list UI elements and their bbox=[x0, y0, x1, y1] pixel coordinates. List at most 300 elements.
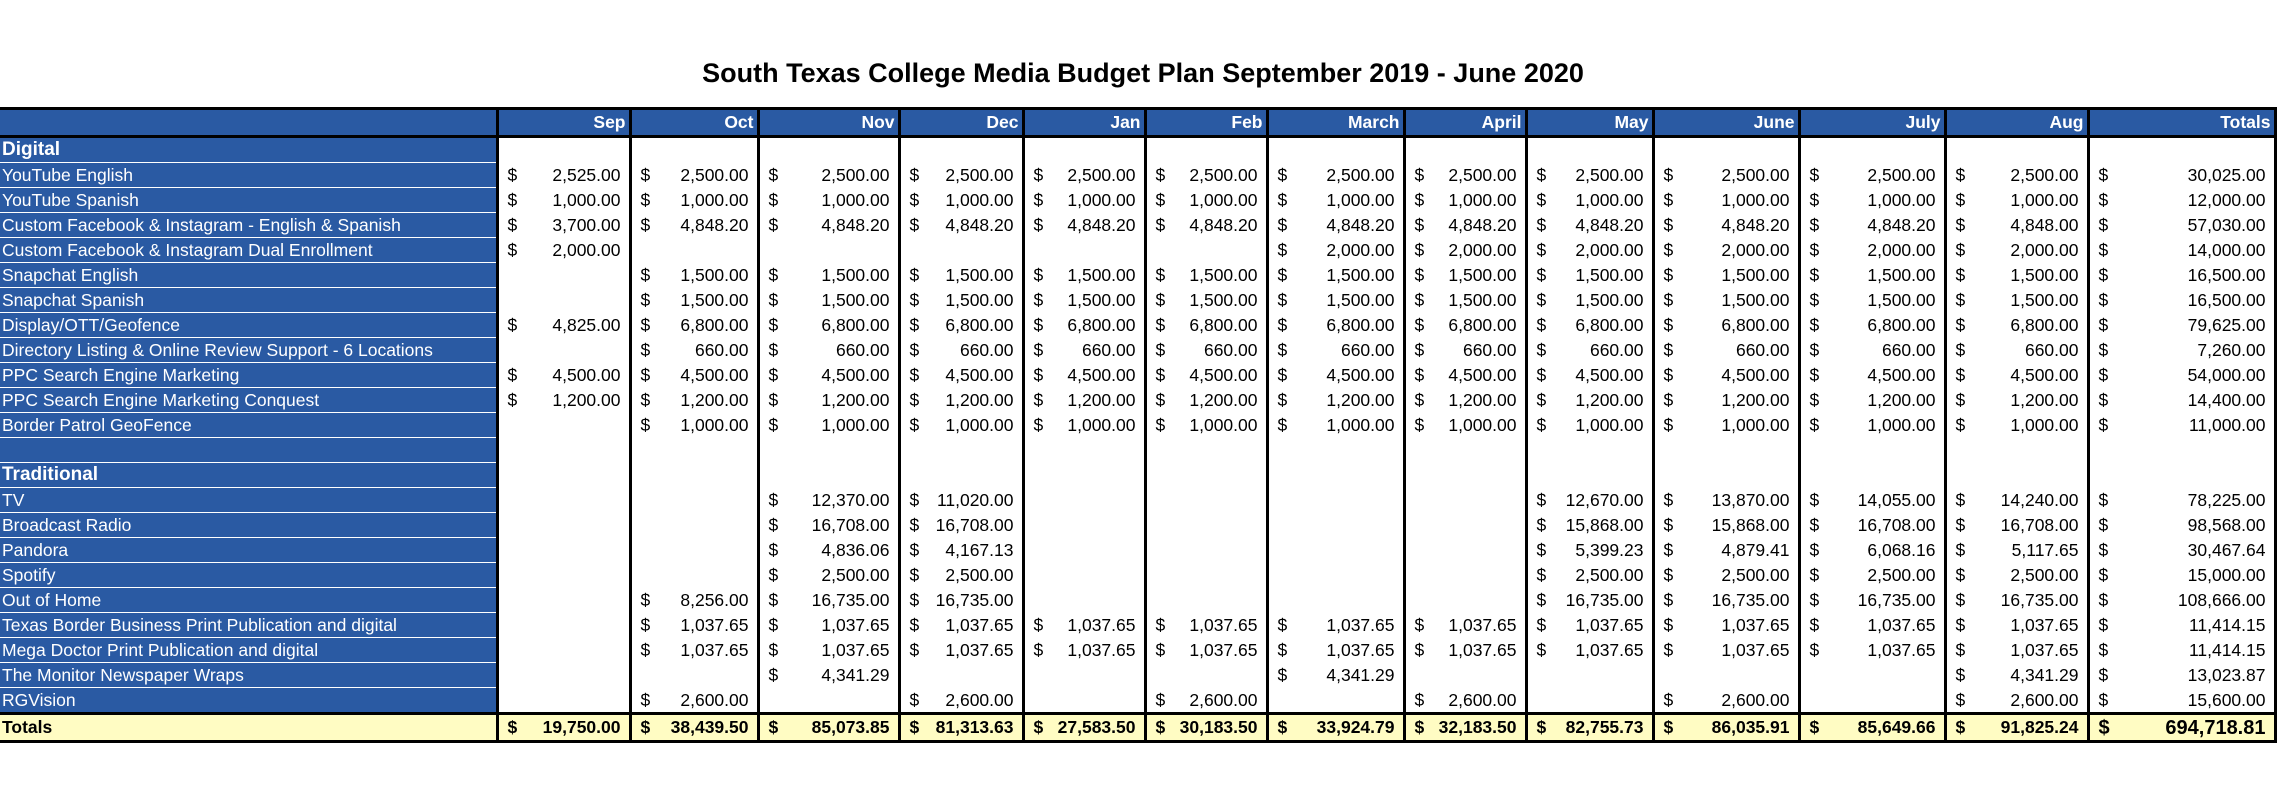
amount-value: 1,000.00 bbox=[1189, 414, 1258, 435]
amount-value: 4,500.00 bbox=[945, 364, 1014, 385]
amount-cell bbox=[1945, 313, 2088, 338]
amount-cell bbox=[899, 613, 1023, 638]
currency-symbol: $ bbox=[640, 189, 651, 210]
currency-symbol: $ bbox=[1414, 314, 1425, 335]
currency-symbol: $ bbox=[1809, 414, 1820, 435]
amount-value: 13,870.00 bbox=[1711, 489, 1790, 510]
table-row bbox=[0, 538, 2275, 563]
amount-cell bbox=[1023, 388, 1145, 413]
amount-cell bbox=[1267, 238, 1404, 263]
amount-value: 4,500.00 bbox=[680, 364, 749, 385]
amount-value: 1,037.65 bbox=[1448, 614, 1517, 635]
amount-cell bbox=[1267, 638, 1404, 663]
column-header: Totals bbox=[2088, 109, 2275, 137]
currency-symbol: $ bbox=[1955, 514, 1966, 535]
amount-cell bbox=[497, 413, 630, 438]
currency-symbol: $ bbox=[640, 314, 651, 335]
amount-value: 1,037.65 bbox=[680, 639, 749, 660]
currency-symbol: $ bbox=[1414, 639, 1425, 660]
currency-symbol: $ bbox=[1277, 239, 1288, 260]
currency-symbol: $ bbox=[1809, 489, 1820, 510]
section-row bbox=[0, 137, 2275, 163]
amount-cell bbox=[497, 714, 630, 742]
amount-cell bbox=[1145, 714, 1267, 742]
amount-value: 4,500.00 bbox=[1575, 364, 1644, 385]
amount-value: 2,525.00 bbox=[552, 164, 621, 185]
amount-cell bbox=[1799, 163, 1945, 188]
amount-value: 30,183.50 bbox=[1179, 717, 1258, 737]
amount-cell bbox=[1526, 213, 1653, 238]
currency-symbol: $ bbox=[768, 289, 779, 310]
amount-cell bbox=[497, 513, 630, 538]
currency-symbol: $ bbox=[1536, 164, 1547, 185]
table-row bbox=[0, 413, 2275, 438]
amount-cell bbox=[1404, 663, 1526, 688]
currency-symbol: $ bbox=[1536, 414, 1547, 435]
amount-value: 1,037.65 bbox=[1867, 614, 1936, 635]
amount-cell bbox=[899, 137, 1023, 163]
table-row bbox=[0, 338, 2275, 363]
amount-cell bbox=[899, 663, 1023, 688]
currency-symbol: $ bbox=[1809, 314, 1820, 335]
currency-symbol: $ bbox=[2098, 189, 2109, 210]
amount-cell bbox=[1799, 263, 1945, 288]
amount-value: 1,500.00 bbox=[680, 289, 749, 310]
amount-cell bbox=[1023, 688, 1145, 714]
currency-symbol: $ bbox=[1663, 314, 1674, 335]
currency-symbol: $ bbox=[2098, 164, 2109, 185]
amount-cell bbox=[1267, 438, 1404, 463]
currency-symbol: $ bbox=[909, 189, 920, 210]
amount-value: 1,037.65 bbox=[1326, 614, 1395, 635]
currency-symbol: $ bbox=[1536, 389, 1547, 410]
currency-symbol: $ bbox=[1955, 639, 1966, 660]
amount-value: 12,370.00 bbox=[811, 489, 890, 510]
currency-symbol: $ bbox=[507, 314, 518, 335]
amount-cell bbox=[1945, 714, 2088, 742]
amount-value: 5,117.65 bbox=[2011, 539, 2079, 560]
amount-cell bbox=[2088, 338, 2275, 363]
amount-cell bbox=[2088, 463, 2275, 488]
amount-value: 660.00 bbox=[1589, 339, 1644, 360]
currency-symbol: $ bbox=[1033, 164, 1044, 185]
amount-value: 1,200.00 bbox=[2010, 389, 2079, 410]
currency-symbol: $ bbox=[1809, 364, 1820, 385]
row-label: TV bbox=[0, 488, 497, 513]
column-header: Sep bbox=[497, 109, 630, 137]
amount-value: 1,037.65 bbox=[1448, 639, 1517, 660]
currency-symbol: $ bbox=[1955, 339, 1966, 360]
amount-value: 1,500.00 bbox=[1326, 264, 1395, 285]
amount-value: 1,500.00 bbox=[1867, 264, 1936, 285]
table-row bbox=[0, 388, 2275, 413]
column-header: Nov bbox=[758, 109, 899, 137]
amount-cell bbox=[1799, 363, 1945, 388]
currency-symbol: $ bbox=[1663, 389, 1674, 410]
amount-value: 57,030.00 bbox=[2187, 214, 2266, 235]
currency-symbol: $ bbox=[1155, 414, 1166, 435]
amount-value: 1,500.00 bbox=[1189, 289, 1258, 310]
amount-value: 4,848.20 bbox=[1189, 214, 1258, 235]
amount-cell bbox=[1023, 313, 1145, 338]
amount-value: 6,800.00 bbox=[1326, 314, 1395, 335]
currency-symbol: $ bbox=[1955, 564, 1966, 585]
amount-value: 1,000.00 bbox=[1067, 189, 1136, 210]
amount-cell bbox=[1799, 538, 1945, 563]
currency-symbol: $ bbox=[1955, 717, 1966, 737]
currency-symbol: $ bbox=[768, 717, 779, 737]
amount-cell bbox=[2088, 413, 2275, 438]
amount-value: 3,700.00 bbox=[552, 214, 621, 235]
amount-value: 1,000.00 bbox=[552, 189, 621, 210]
amount-cell bbox=[1267, 137, 1404, 163]
amount-cell bbox=[1799, 613, 1945, 638]
amount-value: 4,836.06 bbox=[821, 539, 890, 560]
amount-cell bbox=[1023, 714, 1145, 742]
amount-cell bbox=[1653, 137, 1799, 163]
currency-symbol: $ bbox=[1955, 264, 1966, 285]
amount-value: 1,000.00 bbox=[1867, 189, 1936, 210]
table-row bbox=[0, 188, 2275, 213]
currency-symbol: $ bbox=[768, 539, 779, 560]
amount-cell bbox=[758, 263, 899, 288]
currency-symbol: $ bbox=[2098, 364, 2109, 385]
amount-cell bbox=[899, 188, 1023, 213]
amount-cell bbox=[1023, 488, 1145, 513]
amount-value: 660.00 bbox=[2024, 339, 2079, 360]
amount-value: 1,000.00 bbox=[1326, 414, 1395, 435]
row-label bbox=[0, 438, 497, 463]
amount-cell bbox=[1404, 714, 1526, 742]
amount-value: 1,500.00 bbox=[680, 264, 749, 285]
amount-value: 15,868.00 bbox=[1565, 514, 1644, 535]
currency-symbol: $ bbox=[2098, 339, 2109, 360]
amount-cell bbox=[1023, 137, 1145, 163]
currency-symbol: $ bbox=[909, 364, 920, 385]
amount-cell bbox=[630, 338, 758, 363]
amount-cell bbox=[2088, 238, 2275, 263]
amount-value: 2,000.00 bbox=[1721, 239, 1790, 260]
amount-cell bbox=[1653, 388, 1799, 413]
amount-cell bbox=[1526, 413, 1653, 438]
currency-symbol: $ bbox=[1414, 717, 1425, 737]
amount-value: 1,000.00 bbox=[1326, 189, 1395, 210]
amount-cell bbox=[1945, 638, 2088, 663]
table-row bbox=[0, 663, 2275, 688]
amount-cell bbox=[1404, 363, 1526, 388]
row-label: Snapchat Spanish bbox=[0, 288, 497, 313]
row-label: Texas Border Business Print Publication and digital bbox=[0, 613, 497, 638]
amount-cell bbox=[2088, 188, 2275, 213]
currency-symbol: $ bbox=[1155, 689, 1166, 710]
amount-cell bbox=[1799, 513, 1945, 538]
currency-symbol: $ bbox=[1809, 389, 1820, 410]
amount-cell bbox=[1799, 588, 1945, 613]
currency-symbol: $ bbox=[640, 214, 651, 235]
amount-cell bbox=[1145, 363, 1267, 388]
amount-cell bbox=[630, 438, 758, 463]
currency-symbol: $ bbox=[1663, 164, 1674, 185]
amount-value: 16,735.00 bbox=[1711, 589, 1790, 610]
currency-symbol: $ bbox=[2098, 314, 2109, 335]
amount-cell bbox=[630, 213, 758, 238]
amount-cell bbox=[1267, 513, 1404, 538]
currency-symbol: $ bbox=[2098, 589, 2109, 610]
amount-value: 1,037.65 bbox=[1326, 639, 1395, 660]
currency-symbol: $ bbox=[1155, 614, 1166, 635]
currency-symbol: $ bbox=[1663, 414, 1674, 435]
currency-symbol: $ bbox=[1033, 639, 1044, 660]
section-row bbox=[0, 463, 2275, 488]
amount-value: 2,500.00 bbox=[945, 564, 1014, 585]
amount-cell bbox=[1945, 338, 2088, 363]
currency-symbol: $ bbox=[1414, 214, 1425, 235]
amount-cell bbox=[1653, 313, 1799, 338]
amount-cell bbox=[1023, 563, 1145, 588]
amount-value: 2,000.00 bbox=[552, 239, 621, 260]
amount-value: 2,500.00 bbox=[2010, 564, 2079, 585]
amount-cell bbox=[1799, 688, 1945, 714]
currency-symbol: $ bbox=[2098, 264, 2109, 285]
amount-cell bbox=[758, 313, 899, 338]
amount-value: 1,037.65 bbox=[1721, 614, 1790, 635]
currency-symbol: $ bbox=[1663, 689, 1674, 710]
amount-value: 1,037.65 bbox=[1575, 614, 1644, 635]
currency-symbol: $ bbox=[1809, 339, 1820, 360]
currency-symbol: $ bbox=[1663, 339, 1674, 360]
currency-symbol: $ bbox=[909, 389, 920, 410]
amount-cell bbox=[1267, 388, 1404, 413]
amount-cell bbox=[497, 288, 630, 313]
amount-value: 1,000.00 bbox=[1448, 414, 1517, 435]
amount-value: 6,800.00 bbox=[1448, 314, 1517, 335]
amount-cell bbox=[758, 163, 899, 188]
amount-value: 2,600.00 bbox=[945, 689, 1014, 710]
currency-symbol: $ bbox=[1536, 289, 1547, 310]
amount-cell bbox=[1267, 538, 1404, 563]
amount-value: 16,735.00 bbox=[1857, 589, 1936, 610]
currency-symbol: $ bbox=[1809, 289, 1820, 310]
table-row bbox=[0, 288, 2275, 313]
currency-symbol: $ bbox=[1155, 639, 1166, 660]
amount-cell bbox=[1799, 188, 1945, 213]
amount-value: 14,000.00 bbox=[2187, 239, 2266, 260]
amount-cell bbox=[758, 714, 899, 742]
amount-value: 1,200.00 bbox=[680, 389, 749, 410]
currency-symbol: $ bbox=[1955, 289, 1966, 310]
amount-cell bbox=[899, 313, 1023, 338]
currency-symbol: $ bbox=[1809, 589, 1820, 610]
amount-value: 16,735.00 bbox=[1565, 589, 1644, 610]
amount-cell bbox=[1799, 313, 1945, 338]
amount-value: 1,037.65 bbox=[680, 614, 749, 635]
amount-value: 2,600.00 bbox=[1448, 689, 1517, 710]
amount-value: 1,000.00 bbox=[2010, 414, 2079, 435]
currency-symbol: $ bbox=[640, 414, 651, 435]
amount-cell bbox=[899, 563, 1023, 588]
currency-symbol: $ bbox=[1536, 589, 1547, 610]
currency-symbol: $ bbox=[768, 639, 779, 660]
amount-value: 660.00 bbox=[835, 339, 890, 360]
amount-cell bbox=[2088, 388, 2275, 413]
amount-value: 2,500.00 bbox=[1575, 164, 1644, 185]
currency-symbol: $ bbox=[2098, 564, 2109, 585]
currency-symbol: $ bbox=[640, 589, 651, 610]
amount-cell bbox=[1945, 588, 2088, 613]
amount-cell bbox=[899, 388, 1023, 413]
amount-cell bbox=[1404, 688, 1526, 714]
amount-cell bbox=[1799, 288, 1945, 313]
amount-cell bbox=[1404, 463, 1526, 488]
amount-value: 1,037.65 bbox=[1867, 639, 1936, 660]
amount-cell bbox=[1023, 463, 1145, 488]
currency-symbol: $ bbox=[1536, 564, 1547, 585]
amount-cell bbox=[1404, 313, 1526, 338]
amount-cell bbox=[1945, 263, 2088, 288]
amount-cell bbox=[1526, 488, 1653, 513]
amount-value: 2,500.00 bbox=[1575, 564, 1644, 585]
amount-cell bbox=[1267, 413, 1404, 438]
amount-cell bbox=[1945, 238, 2088, 263]
amount-cell bbox=[1799, 238, 1945, 263]
currency-symbol: $ bbox=[1277, 639, 1288, 660]
currency-symbol: $ bbox=[1414, 339, 1425, 360]
amount-cell bbox=[1145, 238, 1267, 263]
amount-value: 7,260.00 bbox=[2197, 339, 2266, 360]
currency-symbol: $ bbox=[1809, 564, 1820, 585]
amount-cell bbox=[758, 438, 899, 463]
amount-cell bbox=[1145, 663, 1267, 688]
amount-value: 15,600.00 bbox=[2187, 689, 2266, 710]
amount-cell bbox=[1945, 688, 2088, 714]
currency-symbol: $ bbox=[2098, 639, 2109, 660]
currency-symbol: $ bbox=[909, 339, 920, 360]
currency-symbol: $ bbox=[1414, 614, 1425, 635]
table-row bbox=[0, 613, 2275, 638]
currency-symbol: $ bbox=[507, 717, 518, 737]
amount-value: 1,000.00 bbox=[1721, 414, 1790, 435]
amount-value: 2,500.00 bbox=[1867, 564, 1936, 585]
amount-value: 11,414.15 bbox=[2188, 639, 2266, 660]
amount-value: 2,500.00 bbox=[945, 164, 1014, 185]
amount-cell bbox=[1267, 563, 1404, 588]
amount-cell bbox=[758, 413, 899, 438]
currency-symbol: $ bbox=[1955, 414, 1966, 435]
currency-symbol: $ bbox=[1536, 364, 1547, 385]
amount-cell bbox=[497, 363, 630, 388]
amount-cell bbox=[1267, 663, 1404, 688]
amount-cell bbox=[1526, 363, 1653, 388]
amount-cell bbox=[1404, 163, 1526, 188]
amount-cell bbox=[1653, 688, 1799, 714]
amount-cell bbox=[758, 238, 899, 263]
amount-cell bbox=[1145, 488, 1267, 513]
amount-cell bbox=[1653, 188, 1799, 213]
amount-value: 1,037.65 bbox=[1067, 614, 1136, 635]
amount-value: 1,037.65 bbox=[2010, 614, 2079, 635]
amount-cell bbox=[497, 438, 630, 463]
amount-cell bbox=[1404, 413, 1526, 438]
amount-value: 1,000.00 bbox=[1721, 189, 1790, 210]
currency-symbol: $ bbox=[909, 289, 920, 310]
amount-cell bbox=[630, 137, 758, 163]
amount-value: 1,200.00 bbox=[1189, 389, 1258, 410]
amount-cell bbox=[497, 188, 630, 213]
currency-symbol: $ bbox=[1663, 564, 1674, 585]
amount-cell bbox=[1653, 213, 1799, 238]
currency-symbol: $ bbox=[909, 717, 920, 737]
amount-value: 1,037.65 bbox=[1189, 614, 1258, 635]
currency-symbol: $ bbox=[1155, 364, 1166, 385]
amount-cell bbox=[1404, 137, 1526, 163]
amount-value: 16,500.00 bbox=[2187, 264, 2266, 285]
amount-value: 1,200.00 bbox=[821, 389, 890, 410]
amount-value: 4,848.20 bbox=[821, 214, 890, 235]
column-header: Oct bbox=[630, 109, 758, 137]
currency-symbol: $ bbox=[768, 514, 779, 535]
amount-cell bbox=[497, 238, 630, 263]
amount-cell bbox=[1945, 438, 2088, 463]
amount-cell bbox=[1653, 513, 1799, 538]
amount-value: 660.00 bbox=[694, 339, 749, 360]
amount-value: 16,735.00 bbox=[2000, 589, 2079, 610]
currency-symbol: $ bbox=[1277, 164, 1288, 185]
currency-symbol: $ bbox=[1663, 589, 1674, 610]
amount-cell bbox=[1653, 263, 1799, 288]
amount-cell bbox=[1023, 638, 1145, 663]
amount-value: 1,037.65 bbox=[945, 639, 1014, 660]
table-row bbox=[0, 638, 2275, 663]
amount-value: 2,500.00 bbox=[1448, 164, 1517, 185]
amount-cell bbox=[899, 688, 1023, 714]
amount-cell bbox=[1404, 488, 1526, 513]
amount-value: 1,000.00 bbox=[1867, 414, 1936, 435]
amount-value: 660.00 bbox=[959, 339, 1014, 360]
amount-cell bbox=[1145, 563, 1267, 588]
amount-cell bbox=[2088, 538, 2275, 563]
amount-value: 14,055.00 bbox=[1857, 489, 1936, 510]
currency-symbol: $ bbox=[909, 589, 920, 610]
amount-cell bbox=[1267, 488, 1404, 513]
amount-cell bbox=[758, 188, 899, 213]
currency-symbol: $ bbox=[1809, 164, 1820, 185]
amount-value: 27,583.50 bbox=[1057, 717, 1136, 737]
currency-symbol: $ bbox=[1809, 239, 1820, 260]
amount-cell bbox=[1799, 388, 1945, 413]
row-label: Custom Facebook & Instagram Dual Enrollment bbox=[0, 238, 497, 263]
column-header: July bbox=[1799, 109, 1945, 137]
amount-cell bbox=[1526, 688, 1653, 714]
amount-value: 1,000.00 bbox=[945, 414, 1014, 435]
amount-value: 1,500.00 bbox=[1867, 289, 1936, 310]
amount-cell bbox=[1945, 463, 2088, 488]
amount-cell bbox=[1267, 213, 1404, 238]
amount-value: 1,500.00 bbox=[1721, 264, 1790, 285]
amount-value: 1,000.00 bbox=[945, 189, 1014, 210]
amount-cell bbox=[899, 363, 1023, 388]
amount-cell bbox=[2088, 688, 2275, 714]
amount-value: 79,625.00 bbox=[2187, 314, 2266, 335]
currency-symbol: $ bbox=[1809, 264, 1820, 285]
currency-symbol: $ bbox=[1414, 189, 1425, 210]
amount-cell bbox=[1526, 663, 1653, 688]
amount-value: 2,000.00 bbox=[1867, 239, 1936, 260]
amount-cell bbox=[1023, 213, 1145, 238]
currency-symbol: $ bbox=[768, 364, 779, 385]
amount-cell bbox=[1267, 288, 1404, 313]
amount-cell bbox=[1799, 213, 1945, 238]
currency-symbol: $ bbox=[768, 214, 779, 235]
